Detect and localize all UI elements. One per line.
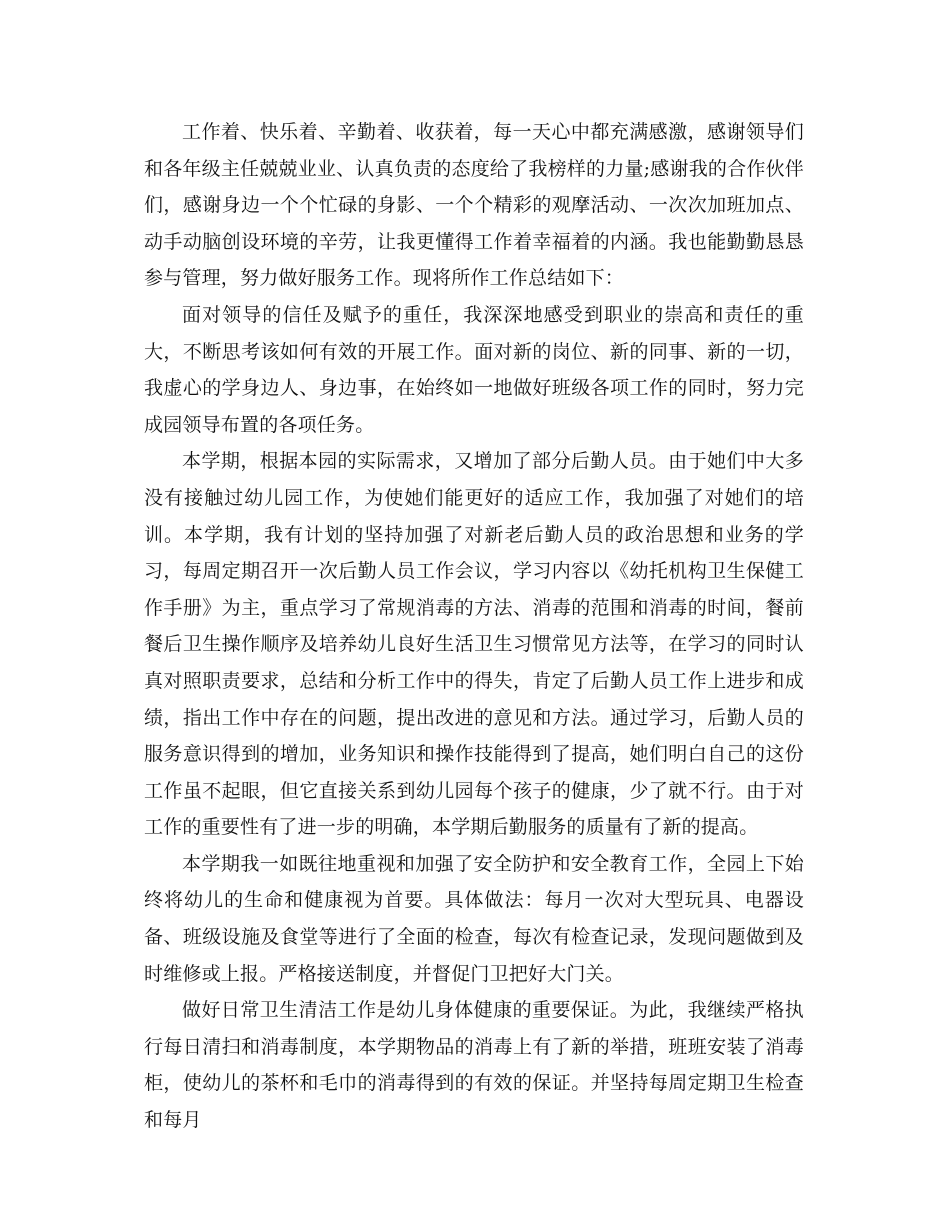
paragraph-hygiene: 做好日常卫生清洁工作是幼儿身体健康的重要保证。为此，我继续严格执行每日清扫和消毒制度，本学期物品的消毒上有了新的举措，班班安装了消毒柜，使幼儿的茶杯和毛巾的消毒得到的有效的保证。并坚持每周定期卫生检查和每月 [144,999,804,1132]
paragraph-safety: 本学期我一如既往地重视和加强了安全防护和安全教育工作，全园上下始终将幼儿的生命和健康视为首要。具体做法：每月一次对大型玩具、电器设备、班级设施及食堂等进行了全面的检查，每次有检查记录，发现问题做到及时维修或上报。严格接送制度，并督促门卫把好大门关。 [144,852,804,985]
document-body [144,114,804,1139]
paragraph-responsibility: 面对领导的信任及赋予的重任，我深深地感受到职业的崇高和责任的重大，不断思考该如何有效的开展工作。面对新的岗位、新的同事、新的一切，我虚心的学身边人、身边事，在始终如一地做好班级各项工作的同时，努力完成园领导布置的各项任务。 [144,303,804,436]
paragraph-intro: 工作着、快乐着、辛勤着、收获着，每一天心中都充满感激，感谢领导们和各年级主任兢兢业业、认真负责的态度给了我榜样的力量;感谢我的合作伙伴们，感谢身边一个个忙碌的身影、一个个精彩的观摩活动、一次次加班加点、动手动脑创设环境的辛劳，让我更懂得工作着幸福着的内涵。我也能勤勤恳恳参与管理，努力做好服务工作。现将所作工作总结如下： [144,121,804,290]
paragraph-training: 本学期，根据本园的实际需求，又增加了部分后勤人员。由于她们中大多没有接触过幼儿园工作，为使她们能更好的适应工作，我加强了对她们的培训。本学期，我有计划的坚持加强了对新老后勤人员的政治思想和业务的学习，每周定期召开一次后勤人员工作会议，学习内容以《幼托机构卫生保健工作手册》为主，重点学习了常规消毒的方法、消毒的范围和消毒的时间，餐前餐后卫生操作顺序及培养幼儿良好生活卫生习惯常见方法等，在学习的同时认真对照职责要求，总结和分析工作中的得失，肯定了后勤人员工作上进步和成绩，指出工作中存在的问题，提出改进的意见和方法。通过学习，后勤人员的服务意识得到的增加，业务知识和操作技能得到了提高，她们明白自己的这份工作虽不起眼，但它直接关系到幼儿园每个孩子的健康，少了就不行。由于对工作的重要性有了进一步的明确，本学期后勤服务的质量有了新的提高。 [144,450,804,839]
